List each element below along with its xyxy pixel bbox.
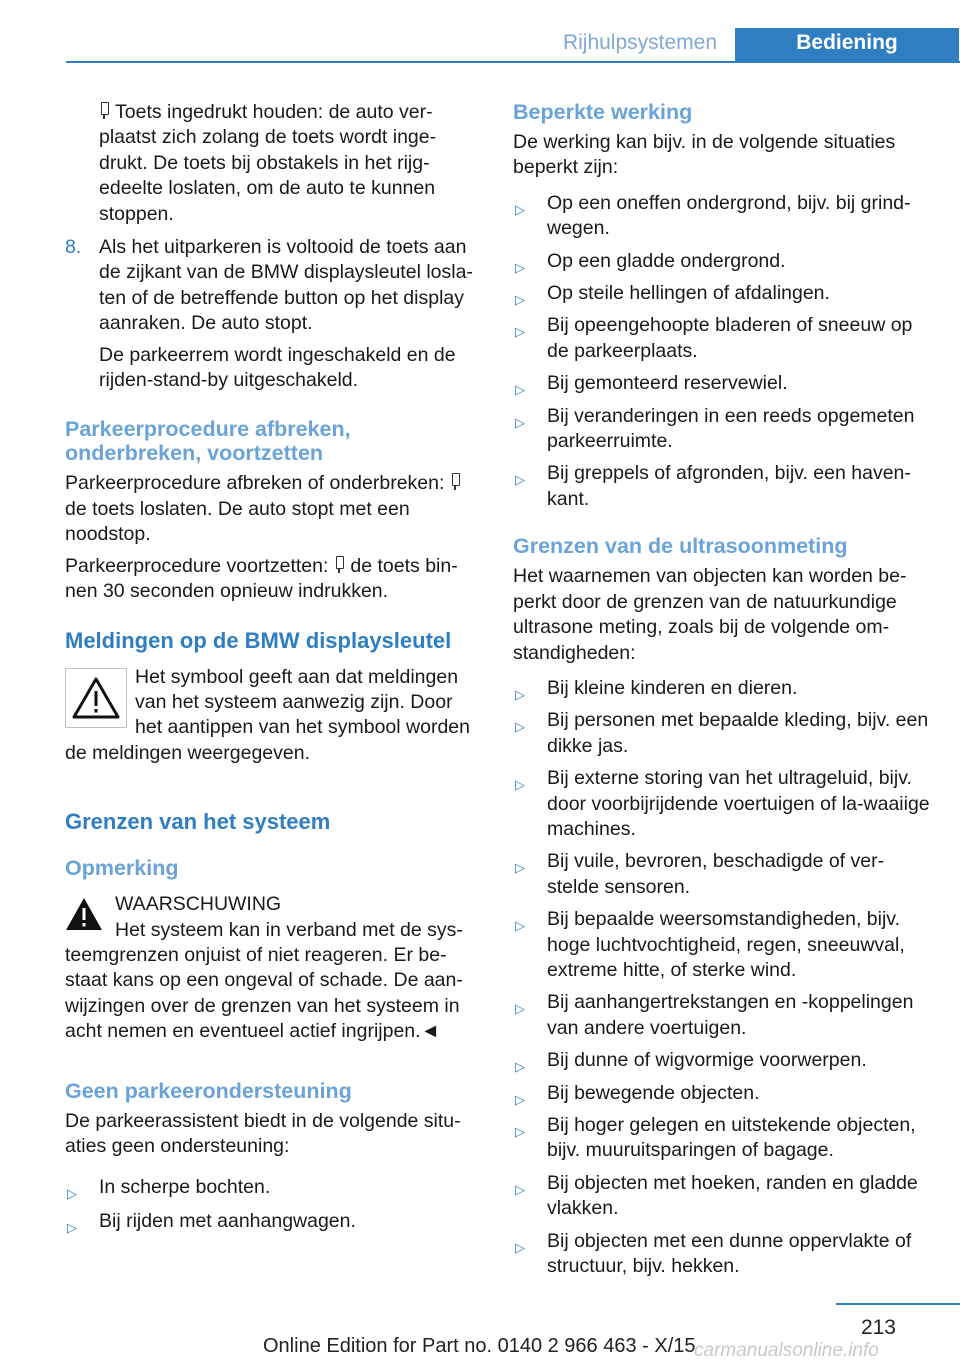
page-header <box>545 28 959 62</box>
step-7-continued <box>65 100 483 227</box>
bullet-triangle-icon: ▷ <box>515 1239 525 1255</box>
ultrasound-paragraph: Het waarnemen van objecten kan worden be-perkt door de grenzen van de natuurkundige ultrasone meting, zoals bij de volgende om-standigheden: <box>513 565 907 664</box>
bullet-triangle-icon: ▷ <box>515 382 525 398</box>
bullet-triangle-icon: ▷ <box>515 472 525 488</box>
list-item: ▷ Bij externe storing van het ultrageluid, bijv. door voorbijrijdende voertuigen of la-waaiige machines. <box>515 767 930 840</box>
bullet-triangle-icon: ▷ <box>67 1219 77 1235</box>
limited-list <box>513 191 931 512</box>
step-number: 8. <box>65 236 82 259</box>
list-item: ▷ Bij bewegende objecten. <box>513 1081 931 1106</box>
list-item: ▷ Bij veranderingen in een reeds opgemeten parkeerruimte. <box>515 404 915 453</box>
bullet-triangle-icon: ▷ <box>515 1059 525 1075</box>
bullet-triangle-icon: ▷ <box>515 1181 525 1197</box>
list-item: ▷ Op een oneffen ondergrond, bijv. bij grind-wegen. <box>515 191 911 240</box>
bullet-triangle-icon: ▷ <box>515 777 525 793</box>
bullet-triangle-icon: ▷ <box>515 860 525 876</box>
right-column <box>513 100 931 1286</box>
warning-triangle-icon <box>65 896 103 932</box>
heading-no-support: Geen parkeerondersteuning <box>65 1078 352 1103</box>
warning-triangle-icon <box>65 668 127 728</box>
bullet-triangle-icon: ▷ <box>515 1091 525 1107</box>
list-item: ▷ Bij bepaalde weersomstandigheden, bijv. hoge luchtvochtigheid, regen, sneeuwval, extreme hitte, of sterke wind. <box>515 908 905 981</box>
section-tab: Rijhulpsystemen <box>562 31 718 54</box>
list-item: ▷ Bij hoger gelegen en uitstekende objecten, bijv. muuruitsparingen of bagage. <box>515 1114 916 1162</box>
bullet-triangle-icon: ▷ <box>515 1124 525 1139</box>
list-item: ▷ Op een gladde ondergrond. <box>513 249 931 274</box>
bullet-triangle-icon: ▷ <box>515 201 525 217</box>
key-button-icon <box>99 102 109 120</box>
abort-paragraph-2: Parkeerprocedure voortzetten: de toets bin-nen 30 seconden opnieuw indrukken. <box>65 554 458 603</box>
heading-ultrasound: Grenzen van de ultrasoonmeting <box>513 534 848 559</box>
messages-paragraph: Het symbool geeft aan dat meldingen van het systeem aanwezig zijn. Door het aantippen van het symbool worden de meldingen weergegeven. <box>65 665 470 764</box>
list-item: ▷ Bij objecten met een dunne oppervlakte of structuur, bijv. hekken. <box>515 1229 912 1278</box>
bullet-triangle-icon: ▷ <box>67 1186 77 1202</box>
bullet-triangle-icon: ▷ <box>515 414 525 430</box>
bullet-triangle-icon: ▷ <box>515 292 525 308</box>
footer-rule <box>836 1303 960 1305</box>
ultrasound-list <box>513 676 931 1280</box>
heading-messages: Meldingen op de BMW displaysleutel <box>65 627 452 653</box>
list-item: ▷ Bij greppels of afgronden, bijv. een haven-kant. <box>515 462 911 510</box>
list-item: ▷ Bij vuile, bevroren, beschadigde of ver-stelde sensoren. <box>515 850 885 898</box>
left-column <box>65 100 483 1241</box>
bullet-triangle-icon: ▷ <box>515 918 525 934</box>
key-button-icon <box>450 473 460 491</box>
chapter-tab: Bediening <box>735 28 959 62</box>
step-7-text: Toets ingedrukt houden: de auto ver-plaatst zich zolang de toets wordt inge-drukt. De toets bij obstakels in het rijg-edeelte loslaten, om de auto te kunnen stoppen. <box>99 101 437 225</box>
header-rule <box>66 61 960 63</box>
step-8-text: Als het uitparkeren is voltooid de toets aan de zijkant van de BMW displaysleutel losla-ten of de betreffende button op het display aanraken. De auto stopt. <box>99 236 473 335</box>
list-item: ▷ Bij gemonteerd reservewiel. <box>513 371 931 396</box>
step-8 <box>65 235 483 393</box>
list-item: ▷ Bij kleine kinderen en dieren. <box>513 676 931 701</box>
bullet-triangle-icon: ▷ <box>515 324 525 340</box>
warning-text: Het systeem kan in verband met de sys-teemgrenzen onjuist of niet reageren. Er be-staat kans op een ongeval of schade. De aan-wijzingen over de grenzen van het systeem in acht nemen en eventueel actief ingrijpen.◄ <box>65 918 463 1043</box>
edition-line: Online Edition for Part no. 0140 2 966 463 - X/15 <box>263 1335 696 1357</box>
list-item: ▷ Bij opeengehoopte bladeren of sneeuw op de parkeerplaats. <box>515 314 913 362</box>
list-item: ▷ In scherpe bochten. <box>65 1175 483 1200</box>
bullet-triangle-icon: ▷ <box>515 1001 525 1017</box>
list-item: ▷ Bij dunne of wigvormige voorwerpen. <box>513 1048 931 1073</box>
list-item: ▷ Bij personen met bepaalde kleding, bijv. een dikke jas. <box>515 709 929 757</box>
step-8-text-2: De parkeerrem wordt ingeschakeld en de rijden-stand-by uitgeschakeld. <box>99 343 456 392</box>
list-item: ▷ Bij objecten met hoeken, randen en gladde vlakken. <box>515 1171 918 1220</box>
list-item: ▷ Op steile hellingen of afdalingen. <box>513 281 931 306</box>
bullet-triangle-icon: ▷ <box>515 686 525 702</box>
list-item: ▷ Bij rijden met aanhangwagen. <box>65 1209 483 1234</box>
bullet-triangle-icon: ▷ <box>515 259 525 275</box>
no-support-paragraph: De parkeerassistent biedt in de volgende situ-aties geen ondersteuning: <box>65 1109 461 1157</box>
heading-limited: Beperkte werking <box>513 100 693 124</box>
heading-note: Opmerking <box>65 856 179 881</box>
watermark: carmanualsonline.info <box>694 1340 879 1361</box>
key-button-icon <box>334 556 344 574</box>
messages-block <box>65 665 483 773</box>
no-support-list <box>65 1175 483 1234</box>
abort-paragraph-1: Parkeerprocedure afbreken of onderbreken:de toets loslaten. De auto stopt met een noodstop. <box>65 471 483 547</box>
heading-limits: Grenzen van het systeem <box>65 809 331 835</box>
list-item: ▷ Bij aanhangertrekstangen en -koppelingen van andere voertuigen. <box>515 991 914 1039</box>
warning-title: WAARSCHUWING <box>115 893 282 916</box>
limited-paragraph: De werking kan bijv. in de volgende situaties beperkt zijn: <box>513 131 896 179</box>
warning-block <box>65 892 483 1050</box>
heading-abort: Parkeerprocedure afbreken, onderbreken, voortzetten <box>65 417 351 466</box>
page-number: 213 <box>860 1316 896 1339</box>
bullet-triangle-icon: ▷ <box>515 719 525 735</box>
